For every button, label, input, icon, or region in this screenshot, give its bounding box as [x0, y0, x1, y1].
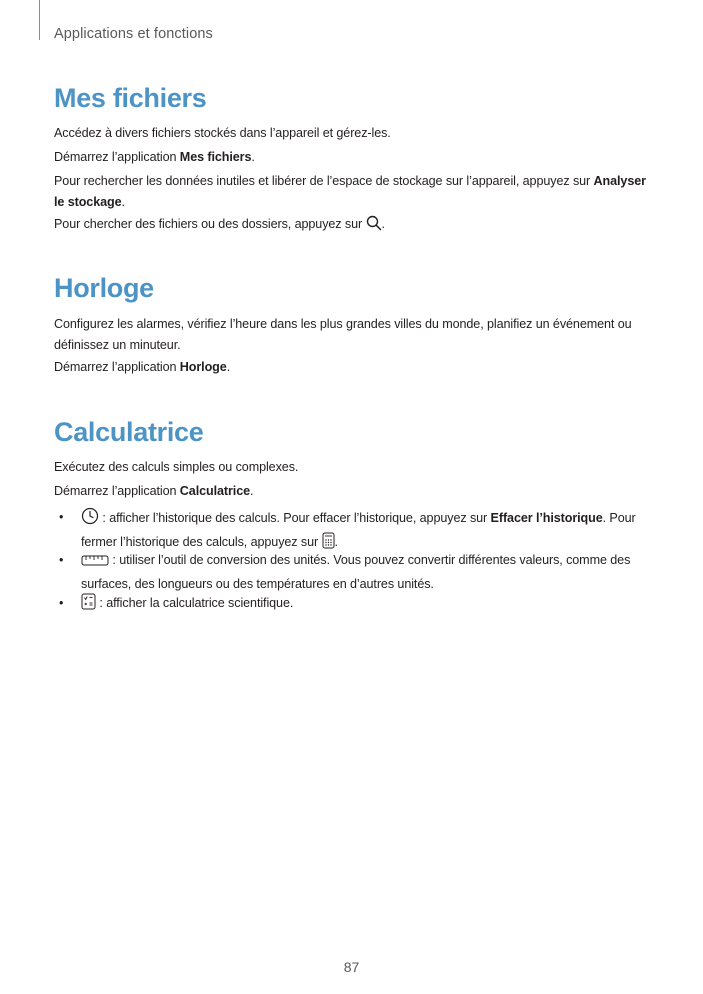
- calculator-app-name: Calculatrice: [179, 484, 250, 498]
- clock-app-name: Horloge: [179, 360, 227, 374]
- files-app-name: Mes fichiers: [179, 150, 252, 164]
- scientific-calculator-icon: [81, 593, 96, 617]
- files-intro: Accédez à divers fichiers stockés dans l’appareil et gérez-les.: [54, 126, 391, 140]
- search-icon: [366, 215, 382, 238]
- clear-history-label: Effacer l’historique: [490, 511, 603, 525]
- section-title-files: Mes fichiers: [54, 83, 207, 113]
- header-divider: [39, 0, 40, 40]
- page-number: 87: [343, 959, 360, 975]
- calc-bullet-converter: • : utiliser l’outil de conversion des unités. Vous pouvez convertir différentes valeurs, comme des surfaces, des longueurs ou des températures en d’autres unités.: [59, 553, 631, 591]
- calc-intro: Exécutez des calculs simples ou complexes.: [54, 460, 299, 474]
- calc-launch: Démarrez l’application Calculatrice.: [54, 484, 254, 498]
- files-search: Pour chercher des fichiers ou des dossiers, appuyez sur .: [54, 214, 650, 238]
- calc-bullet-scientific: • : afficher la calculatrice scientifique.: [54, 593, 650, 617]
- files-launch: Démarrez l’application Mes fichiers.: [54, 150, 255, 164]
- section-title-clock: Horloge: [54, 273, 154, 303]
- clock-launch: Démarrez l’application Horloge.: [54, 360, 231, 374]
- section-title-calculator: Calculatrice: [54, 417, 204, 447]
- analyze-storage-label: Analyser le stockage: [54, 174, 646, 209]
- clock-intro: Configurez les alarmes, vérifiez l’heure dans les plus grandes villes du monde, planifiez un événement ou définissez un minuteur.: [54, 317, 632, 352]
- history-clock-icon: [81, 507, 99, 532]
- calc-bullet-history: • : afficher l’historique des calculs. Pour effacer l’historique, appuyez sur Effacer l’historique. Pour fermer l’historique des calculs, appuyez sur .: [54, 507, 650, 556]
- header-title: Applications et fonctions: [54, 26, 213, 42]
- files-storage: Pour rechercher les données inutiles et libérer de l’espace de stockage sur l’appareil, appuyez sur Analyser le stockage.: [54, 174, 646, 209]
- ruler-icon: [81, 553, 109, 574]
